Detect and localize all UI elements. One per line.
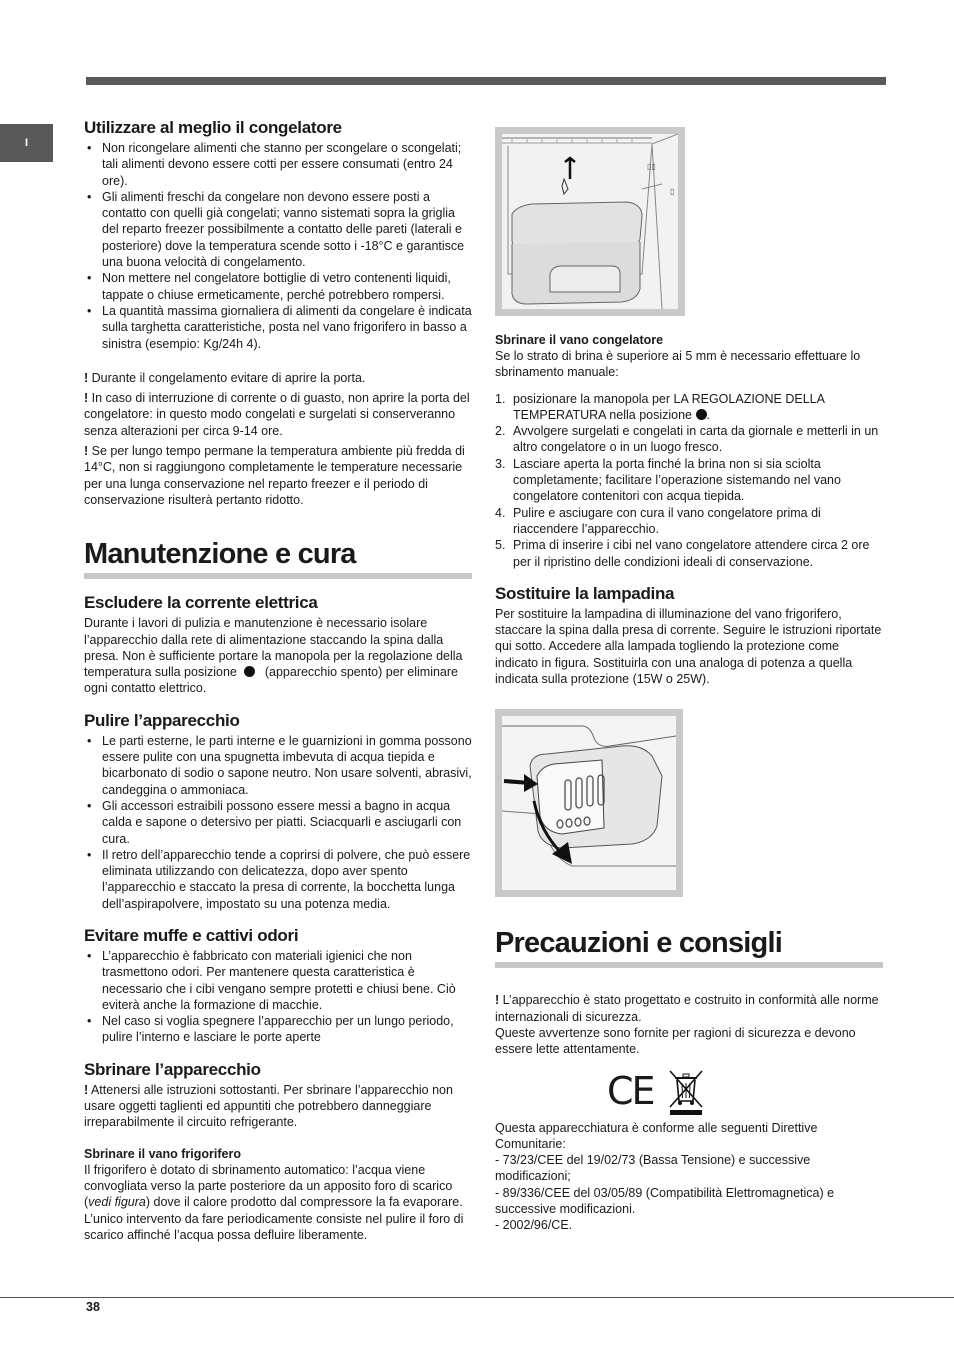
list-item: • Le parti esterne, le parti interne e le guarnizioni in gomma possono essere pulite con una spugnetta imbevuta di acqua tiepida e bicarbonato di sodio o sapone neutro. Non usare solventi, abrasivi, candeggina o ammoniaca. (84, 733, 474, 798)
defrost-text-body: Attenersi alle istruzioni sottostanti. Per sbrinare l’apparecchio non usare oggetti taglienti ed appuntiti che potrebbero danneggiare irreparabilmente il circuito refrigerante. (84, 1082, 453, 1130)
defrost-steps (495, 391, 885, 570)
warning-mark: ! (84, 391, 89, 406)
note-text: Durante il congelamento evitare di aprire la porta. (91, 370, 366, 385)
page-number: 38 (86, 1300, 100, 1314)
svg-text:▯: ▯ (670, 187, 675, 196)
note-paragraph (84, 390, 474, 439)
header-rule (86, 77, 886, 85)
defrost-text (84, 1082, 474, 1131)
note-text: In caso di interruzione di corrente o di guasto, non aprire la porta del congelatore: in questo modo congelati e surgelati si conserveranno senza alterazioni per circa 9-14 ore. (84, 391, 470, 438)
figure-reference: vedi figura (88, 1195, 146, 1210)
ce-mark: CE (607, 1068, 654, 1113)
step-number: 1. (495, 391, 506, 406)
compliance-marks (607, 1068, 885, 1114)
step-text-end: . (706, 407, 710, 422)
language-tab-label: I (24, 137, 29, 149)
note-text: Se per lungo tempo permane la temperatura ambiente più fredda di 14°C, non si raggiungono completamente le temperature necessarie per una lunga conservazione nel reparto freezer e il periodo di conservazione risulterà pertanto ridotto. (84, 444, 465, 507)
step-text: Prima di inserire i cibi nel vano congelatore attendere circa 2 ore per il ripristino delle condizioni ideali di conservazione. (513, 538, 870, 569)
step-number: 3. (495, 456, 506, 471)
list-item: • Gli accessori estraibili possono essere messi a bagno in acqua calda e sapone o detersivo per piatti. Sciacquarli e asciugarli con cura. (84, 798, 474, 847)
mold-bullets (84, 948, 474, 1046)
directive-intro: Questa apparecchiatura è conforme alle seguenti Direttive Comunitarie: (495, 1120, 818, 1151)
list-item (495, 423, 885, 456)
warning-mark: ! (84, 370, 89, 385)
note-paragraph (84, 370, 474, 386)
note-paragraph (84, 443, 474, 508)
list-item (495, 456, 885, 505)
list-item: • La quantità massima giornaliera di alimenti da congelare è indicata sulla targhetta caratteristiche, posta nel vano frigorifero in basso a sinistra (esempio: Kg/24h 4). (84, 303, 474, 352)
warning-mark: ! (84, 444, 89, 459)
fridge-defrost-text (84, 1162, 474, 1243)
power-text-a: Durante i lavori di pulizia e manutenzione è necessario isolare l’apparecchio dalla rete di alimentazione staccando la spina dalla presa. Non è sufficiente portare la manopola per la regolazione della temperatura sulla posizione (84, 616, 463, 680)
step-number: 5. (495, 538, 506, 553)
precautions-text (495, 992, 885, 1025)
warning-mark: ! (495, 993, 500, 1008)
directive-item: - 73/23/CEE del 19/02/73 (Bassa Tensione) e successive modificazioni; (495, 1153, 811, 1184)
list-item (495, 391, 885, 424)
fridge-defrost-title: Sbrinare il vano frigorifero (84, 1146, 241, 1161)
left-column (84, 118, 474, 1243)
step-number: 4. (495, 505, 506, 520)
lamp-illustration-icon (502, 716, 676, 890)
list-item (495, 537, 885, 570)
language-tab (0, 124, 53, 162)
clean-section-title: Pulire l’apparecchio (84, 710, 240, 730)
off-position-icon (696, 409, 707, 420)
power-section-title: Escludere la corrente elettrica (84, 593, 318, 613)
list-item: • L’apparecchio è fabbricato con materiali igienici che non trasmettono odori. Per mantenere questa caratteristica è necessario che i cibi vengano sempre protetti e chiusi bene. Ciò eviterà anche la formazione di macchie. (84, 948, 474, 1013)
clean-bullets (84, 733, 474, 912)
list-item: • Gli alimenti freschi da congelare non devono essere posti a contatto con quelli già congelati; vanno sistemati sopra la griglia del reparto freezer possibilmente a contatto delle pareti (laterali e posteriore) dove la temperatura scende sotto i -18°C e garantisce una buona velocità di congelamento. (84, 189, 474, 270)
off-position-icon (244, 666, 255, 677)
precautions-text-a: L’apparecchio è stato progettato e costruito in conformità alle norme internazionali di sicurezza. (495, 993, 879, 1024)
step-text: Pulire e asciugare con cura il vano congelatore prima di riaccendere l’apparecchio. (513, 505, 821, 536)
freezer-defrost-title: Sbrinare il vano congelatore (495, 333, 664, 347)
list-item (495, 505, 885, 538)
freezer-bullets (84, 140, 474, 352)
fridge-defrost-text-a: Il frigorifero è dotato di sbrinamento automatico: l’acqua viene convogliata verso la parte posteriore da un apposito foro di scarico ( (84, 1162, 453, 1210)
list-item: • Non mettere nel congelatore bottiglie di vetro contenenti liquidi, tappate o chiuse ermeticamente, perché potrebbero rompersi. (84, 270, 474, 303)
lamp-text: Per sostituire la lampadina di illuminazione del vano frigorifero, staccare la spina dalla presa di corrente. Seguire le istruzioni riportate qui sotto. Accedere alla lampada togliendo la protezione come indicato in figura. Sostituirla con una analoga di potenza a quella indicata sulla protezione (15W o 25W). (495, 606, 882, 687)
weee-bin-icon (666, 1067, 706, 1115)
lamp-section-title: Sostituire la lampadina (495, 583, 675, 603)
step-text: Avvolgere surgelati e congelati in carta da giornale e metterli in un altro congelatore o in un luogo fresco. (513, 424, 879, 455)
directive-item: - 2002/96/CE. (495, 1218, 573, 1233)
maintenance-heading: Manutenzione e cura (84, 538, 472, 579)
defrost-section-title: Sbrinare l’apparecchio (84, 1059, 261, 1079)
fridge-defrost-text-b: ) dove il calore prodotto dal compressore la fa evaporare. L’unico intervento da fare periodicamente consiste nel pulire il foro di scarico affinché l’acqua possa defluire liberamente. (84, 1195, 464, 1242)
directive-item: - 89/336/CEE del 03/05/89 (Compatibilità Elettromagnetica) e successive modificazioni. (495, 1185, 835, 1217)
precautions-text-2: Queste avvertenze sono fornite per ragioni di sicurezza e devono essere lette attentamente. (495, 1025, 856, 1057)
step-number: 2. (495, 424, 506, 439)
right-column (495, 127, 885, 1234)
warning-mark: ! (84, 1082, 89, 1097)
list-item: • Non ricongelare alimenti che stanno per scongelare o scongelati; tali alimenti devono essere cotti per essere consumati (entro 24 ore). (84, 140, 474, 189)
freezer-section-title: Utilizzare al meglio il congelatore (84, 118, 342, 137)
precautions-heading: Precauzioni e consigli (495, 927, 883, 968)
list-item: • Nel caso si voglia spegnere l’apparecchio per un lungo periodo, pulire l’interno e lasciare le porte aperte (84, 1013, 474, 1046)
freezer-compartment-figure (495, 127, 685, 316)
lamp-figure (495, 709, 683, 897)
step-text: posizionare la manopola per LA REGOLAZIONE DELLA TEMPERATURA nella posizione (513, 391, 825, 422)
power-text-b: (apparecchio spento) per eliminare ogni contatto elettrico. (84, 665, 459, 696)
svg-text:▯▯: ▯▯ (647, 162, 656, 171)
list-item: • Il retro dell’apparecchio tende a coprirsi di polvere, che può essere eliminata utilizzando con delicatezza, dopo aver spento l’apparecchio e staccato la presa di corrente, la bocchetta lunga dell’aspirapolvere, impostato su una potenza media. (84, 847, 474, 912)
mold-section-title: Evitare muffe e cattivi odori (84, 925, 299, 945)
footer-rule (0, 1297, 954, 1298)
freezer-illustration-icon (502, 134, 678, 309)
freezer-defrost-intro: Se lo strato di brina è superiore ai 5 mm è necessario effettuare lo sbrinamento manuale: (495, 349, 861, 380)
step-text: Lasciare aperta la porta finché la brina non si sia sciolta completamente; facilitare l’operazione sistemando nel vano congelatore contenitori con acqua tiepida. (513, 456, 841, 504)
power-text (84, 615, 474, 696)
